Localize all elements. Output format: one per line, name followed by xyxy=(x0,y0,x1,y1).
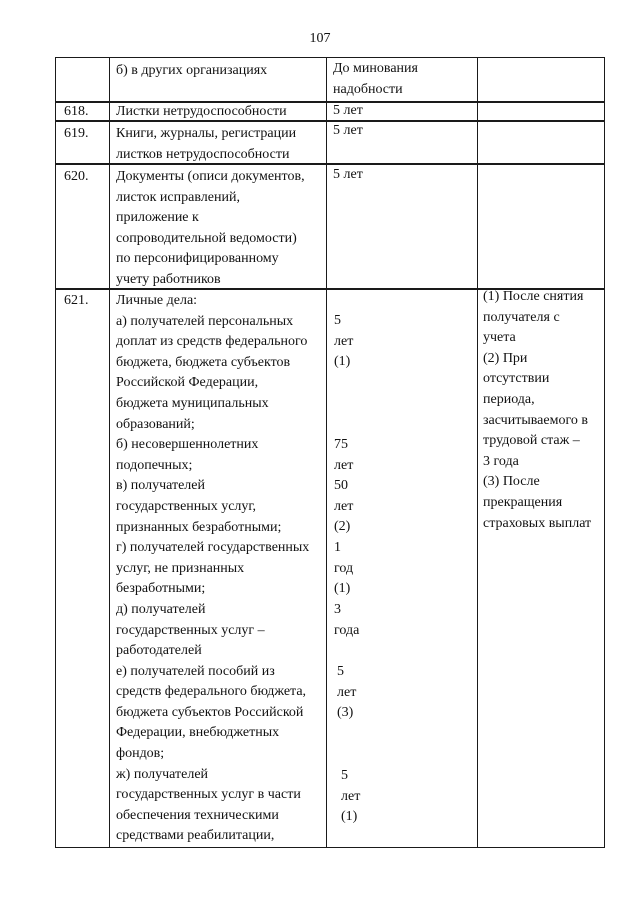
title-line: Личные дела: xyxy=(116,293,198,308)
title-line: в) получателей xyxy=(116,478,205,494)
title-line: е) получателей пособий из xyxy=(116,663,275,679)
col-border-number xyxy=(109,57,110,848)
title-line: бюджета субъектов Российской xyxy=(116,704,304,720)
note-line: периода, xyxy=(483,391,535,407)
row-note xyxy=(483,287,603,534)
term-line: 5 лет xyxy=(333,103,363,118)
note-line: отсутствии xyxy=(483,371,550,387)
row-title xyxy=(116,124,326,165)
title-line: обеспечения техническими xyxy=(116,807,279,823)
row-term xyxy=(333,59,473,100)
note-line: прекращения xyxy=(483,494,563,510)
title-line: по персонифицированному xyxy=(116,251,279,267)
title-line: приложение к xyxy=(116,210,199,226)
title-line: ж) получателей xyxy=(116,766,209,782)
term-f: 5 лет (3) xyxy=(337,664,357,721)
term-line: 5 лет xyxy=(333,167,363,182)
row-title xyxy=(116,102,326,123)
title-line: образований; xyxy=(116,416,195,432)
note-line: засчитываемого в xyxy=(483,412,588,428)
term-a: 5 лет (1) xyxy=(334,313,354,370)
col-border-left xyxy=(55,57,56,848)
row-term xyxy=(333,121,473,142)
term-c: 50 лет (2) xyxy=(334,478,354,535)
row-border-bottom xyxy=(55,847,605,848)
title-line: безработными; xyxy=(116,581,206,597)
title-line: б) несовершеннолетних xyxy=(116,437,259,453)
note-line: трудовой стаж – xyxy=(483,433,580,449)
title-line: доплат из средств федерального xyxy=(116,334,308,350)
title-line: Федерации, внебюджетных xyxy=(116,725,280,741)
term-b: 75 лет xyxy=(334,437,354,473)
title-line: Листки нетрудоспособности xyxy=(116,104,287,119)
term-line: 5 лет xyxy=(333,123,363,138)
title-line: бюджета муниципальных xyxy=(116,395,269,411)
title-line: признанных безработными; xyxy=(116,519,282,535)
title-line: услуг, не признанных xyxy=(116,560,245,576)
note-line: получателя с xyxy=(483,309,560,325)
note-line: страховых выплат xyxy=(483,515,592,531)
term-line: надобности xyxy=(333,81,403,97)
title-line: государственных услуг – xyxy=(116,622,265,638)
note-line: (3) После xyxy=(483,474,540,490)
term-g: 5 лет (1) xyxy=(341,768,361,825)
title-line: работодателей xyxy=(116,643,202,659)
title-line: фондов; xyxy=(116,746,165,762)
title-line: Документы (описи документов, xyxy=(116,169,305,184)
row-title xyxy=(116,61,326,82)
row-title xyxy=(116,291,326,847)
title-line: б) в других организациях xyxy=(116,63,268,78)
col-border-title xyxy=(326,57,327,848)
row-border-top xyxy=(55,57,605,58)
title-line: а) получателей персональных xyxy=(116,313,294,329)
row-number: 619. xyxy=(64,126,89,141)
row-number: 621. xyxy=(64,293,89,308)
page-number: 107 xyxy=(309,31,331,46)
title-line: д) получателей xyxy=(116,601,206,617)
col-border-term xyxy=(477,57,478,848)
title-line: г) получателей государственных xyxy=(116,540,310,556)
row-term xyxy=(333,101,473,122)
title-line: подопечных; xyxy=(116,457,193,473)
title-line: бюджета, бюджета субъектов xyxy=(116,354,291,370)
note-line: (2) При xyxy=(483,350,528,366)
title-line: Российской Федерации, xyxy=(116,375,259,391)
title-line: государственных услуг, xyxy=(116,498,257,514)
title-line: сопроводительной ведомости) xyxy=(116,230,297,246)
title-line: государственных услуг в части xyxy=(116,787,301,803)
note-line: (1) После снятия xyxy=(483,289,584,304)
note-line: учета xyxy=(483,330,516,346)
title-line: листок исправлений, xyxy=(116,189,240,205)
col-border-right xyxy=(604,57,605,848)
note-line: 3 года xyxy=(483,453,519,469)
title-line: Книги, журналы, регистрации xyxy=(116,126,297,141)
row-number: 620. xyxy=(64,169,89,184)
term-d: 1 год (1) xyxy=(334,540,354,597)
title-line: учету работников xyxy=(116,271,221,287)
row-number: 618. xyxy=(64,104,89,119)
title-line: листков нетрудоспособности xyxy=(116,146,290,162)
term-e: 3 года xyxy=(334,602,360,638)
row-title xyxy=(116,167,326,291)
row-term xyxy=(333,165,473,186)
title-line: средств федерального бюджета, xyxy=(116,684,307,700)
term-line: До минования xyxy=(333,61,418,76)
title-line: средствами реабилитации, xyxy=(116,828,275,844)
